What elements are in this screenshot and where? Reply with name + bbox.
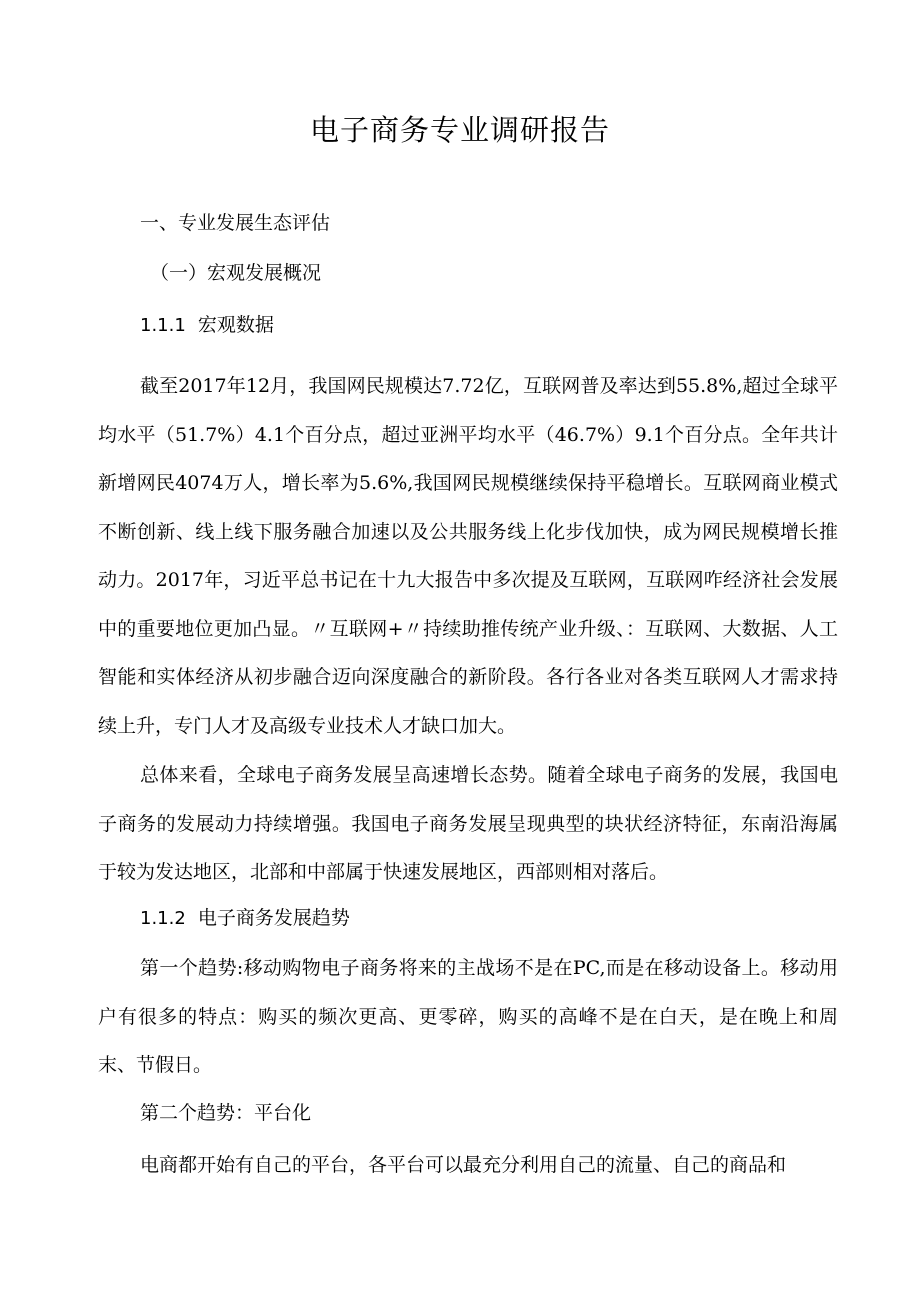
paragraph-trend-two-heading: 第二个趋势：平台化 [140, 1102, 312, 1124]
section-number: 1.1.2 [140, 908, 186, 929]
paragraph-macro-data: 截至2017年12月，我国网民规模达7.72亿，互联网普及率达到55.8%,超过全球平均水平（51.7%）4.1个百分点，超过亚洲平均水平（46.7%）9.1个百分点。全年共计新增网民4074万人，增长率为5.6%,我国网民规模继续保持平稳增长。互联网商业模式不断创新、线上线下服务融合加速以及公共服务线上化步伐加快，成为网民规模增长推动力。2017年，习近平总书记在十九大报告中多次提及互联网，互联网咋经济社会发展中的重要地位更加凸显。〃互联网+〃持续助推传统产业升级、：互联网、大数据、人工智能和实体经济从初步融合迈向深度融合的新阶段。各行各业对各类互联网人才需求持续上升，专门人才及高级专业技术人才缺口加大。 [98, 375, 838, 737]
document-title: 电子商务专业调研报告 [309, 113, 610, 147]
section-number: 1.1.1 [140, 315, 186, 336]
section-heading-1-1-1 [140, 310, 274, 337]
section-heading-level-1: 一、专业发展生态评估 [140, 212, 331, 234]
section-heading-level-2: （一）宏观发展概况 [150, 262, 322, 284]
section-heading-text: 电子商务发展趋势 [197, 907, 350, 929]
paragraph-global-overview: 总体来看，全球电子商务发展呈高速增长态势。随着全球电子商务的发展，我国电子商务的发展动力持续增强。我国电子商务发展呈现典型的块状经济特征，东南沿海属于较为发达地区，北部和中部属于快速发展地区，西部则相对落后。 [98, 764, 838, 883]
section-heading-text: 宏观数据 [197, 314, 274, 336]
paragraph-trend-two-body: 电商都开始有自己的平台，各平台可以最充分利用自己的流量、自己的商品和 [140, 1154, 787, 1176]
paragraph-trend-one: 第一个趋势:移动购物电子商务将来的主战场不是在PC,而是在移动设备上。移动用户有很多的特点：购买的频次更高、更零碎，购买的高峰不是在白天，是在晚上和周末、节假日。 [98, 957, 838, 1076]
section-heading-1-1-2 [140, 903, 350, 930]
